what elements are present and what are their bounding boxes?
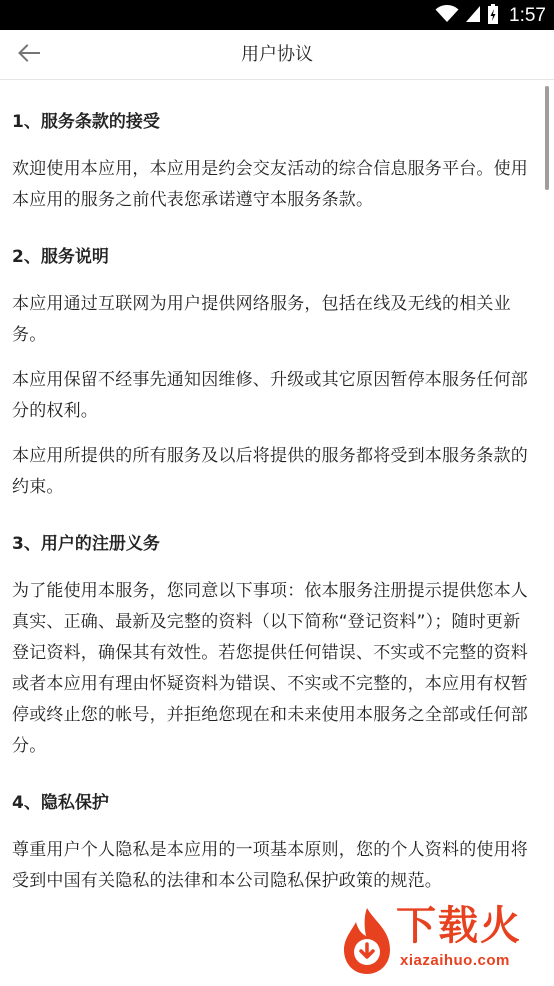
section-privacy	[12, 789, 532, 897]
paragraph: 尊重用户个人隐私是本应用的一项基本原则，您的个人资料的使用将受到中国有关隐私的法律和本公司隐私保护政策的规范。	[12, 840, 528, 891]
status-time: 1:57	[509, 5, 546, 26]
app-bar	[0, 30, 554, 80]
section-heading: 3、用户的注册义务	[12, 534, 160, 554]
watermark-sub: xiazaihuo.com	[400, 952, 510, 969]
back-button[interactable]	[6, 35, 52, 75]
paragraph: 本应用保留不经事先通知因维修、升级或其它原因暂停本服务任何部分的权利。	[12, 370, 528, 421]
wifi-icon	[435, 5, 459, 27]
back-arrow-icon	[18, 44, 40, 66]
status-bar	[0, 0, 554, 30]
section-registration	[12, 530, 532, 762]
section-heading: 1、服务条款的接受	[12, 112, 160, 132]
agreement-content[interactable]	[0, 81, 554, 986]
section-heading: 2、服务说明	[12, 247, 109, 267]
section-acceptance	[12, 108, 532, 216]
paragraph: 为了能使用本服务，您同意以下事项：依本服务注册提示提供您本人真实、正确、最新及完整的资料（以下简称“登记资料”）；随时更新登记资料，确保其有效性。若您提供任何错误、不实或不完整的资料或者本应用有理由怀疑资料为错误、不实或不完整的，本应用有权暂停或终止您的帐号，并拒绝您现在和未来使用本服务之全部或任何部分。	[12, 581, 528, 756]
paragraph: 本应用所提供的所有服务及以后将提供的服务都将受到本服务条款的约束。	[12, 446, 528, 497]
page-title: 用户协议	[241, 44, 313, 65]
scrollbar[interactable]	[545, 86, 549, 190]
paragraph: 欢迎使用本应用，本应用是约会交友活动的综合信息服务平台。使用本应用的服务之前代表您承诺遵守本服务条款。	[12, 159, 528, 210]
section-heading: 4、隐私保护	[12, 793, 109, 813]
signal-icon	[465, 5, 481, 27]
section-service-description	[12, 243, 532, 503]
watermark-text: 下载火	[396, 903, 522, 949]
battery-icon	[487, 4, 499, 28]
paragraph: 本应用通过互联网为用户提供网络服务，包括在线及无线的相关业务。	[12, 294, 511, 345]
status-icons	[435, 5, 546, 27]
